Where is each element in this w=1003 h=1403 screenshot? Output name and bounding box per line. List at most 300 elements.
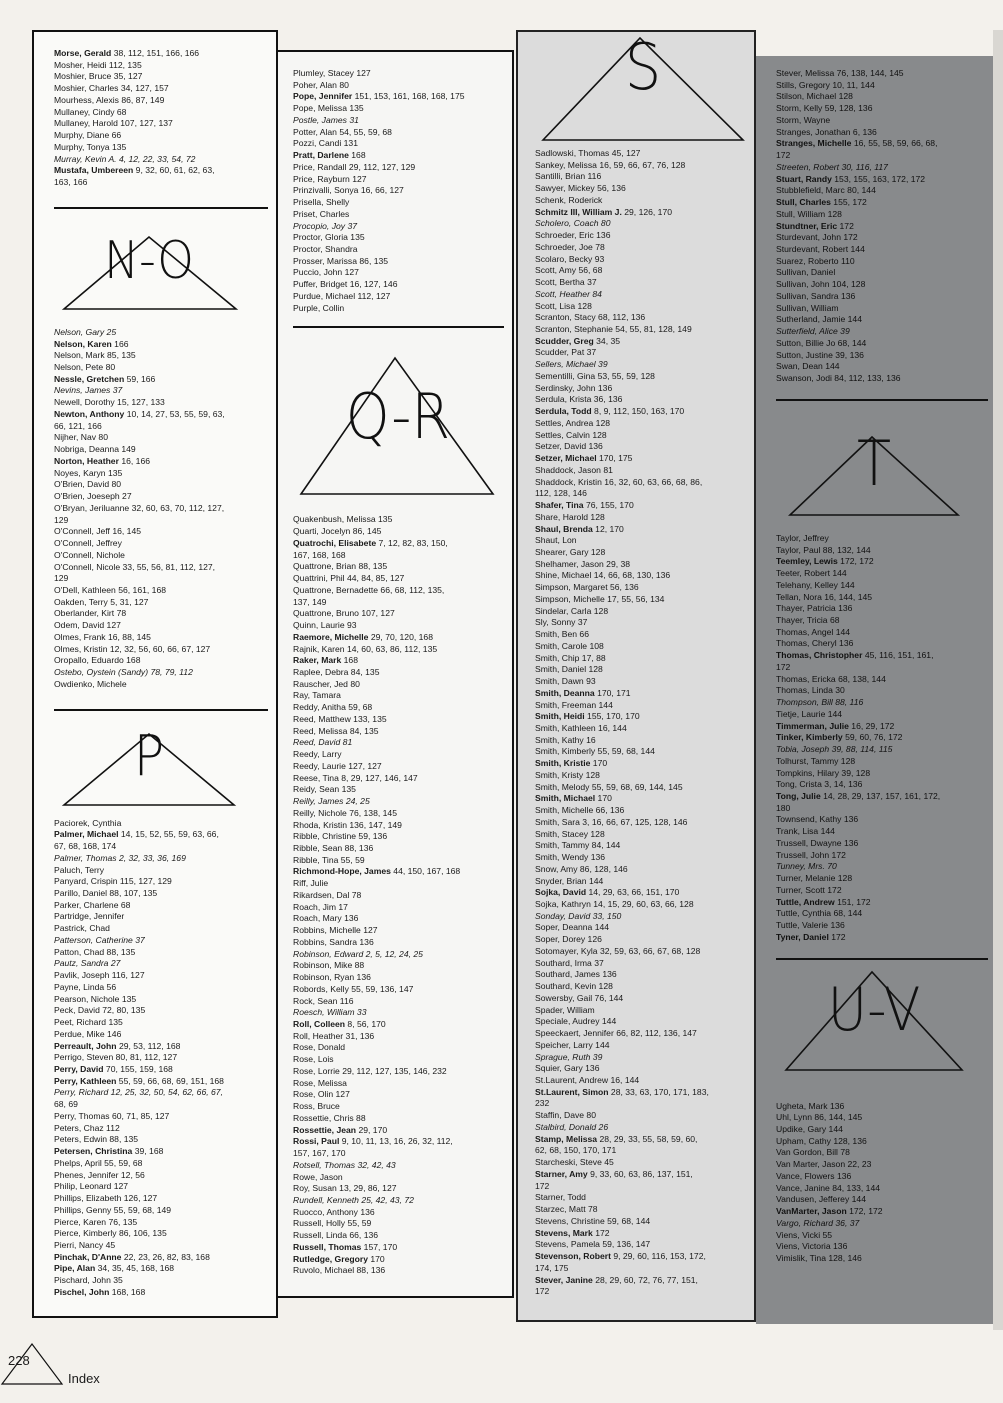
index-entry: [776, 1206, 988, 1218]
index-entry: [776, 232, 988, 244]
index-entry: [776, 779, 988, 791]
index-entry: [54, 597, 268, 609]
index-entry: [776, 303, 988, 315]
index-entry: [54, 865, 268, 877]
index-entry-text: Tong, Crista 3, 14, 136: [776, 779, 863, 790]
index-entry: [54, 667, 268, 679]
index-entry-text: Sturdevant, John 172: [776, 232, 858, 243]
index-entry: [54, 1263, 268, 1275]
index-entry-text: Stilson, Michael 128: [776, 91, 853, 102]
index-entry-text: Robinson, Edward 2, 5, 12, 24, 25: [293, 948, 423, 959]
index-entry: [535, 934, 748, 946]
index-entry: [776, 68, 988, 80]
index-entry-pages: 170: [590, 758, 608, 769]
index-entry: [54, 385, 268, 397]
index-entry-text: Reilly, Nichole 76, 138, 145: [293, 807, 397, 818]
index-entry: [776, 138, 988, 150]
index-entry-text: Soper, Dorey 126: [535, 934, 602, 945]
index-entry: [54, 468, 268, 480]
index-entry: [54, 573, 268, 585]
index-entry-text: 129: [54, 573, 69, 584]
index-entry: [535, 547, 748, 559]
index-entry: [293, 91, 504, 103]
index-entry-text: Pierce, Karen 76, 135: [54, 1216, 138, 1227]
index-entry-pages: 55, 59, 66, 68, 69, 151, 168: [116, 1075, 224, 1086]
index-entry-text: Smith, Kathy 16: [535, 734, 596, 745]
index-entry-text: Plumley, Stacey 127: [293, 68, 371, 78]
index-entry: [293, 784, 504, 796]
index-entry: [293, 585, 504, 597]
index-entry-text: Rotsell, Thomas 32, 42, 43: [293, 1159, 396, 1170]
index-entry-text: O'Dell, Kathleen 56, 161, 168: [54, 584, 167, 595]
index-entry: [535, 876, 748, 888]
section-divider-rule: [54, 709, 268, 711]
index-entry-text: Scolaro, Becky 93: [535, 253, 605, 264]
index-entry-text: Stills, Gregory 10, 11, 144: [776, 79, 875, 90]
index-entry-text: Robords, Kelly 55, 59, 136, 147: [293, 983, 414, 994]
index-entry-name-bold: Mustafa, Umbereen: [54, 165, 134, 176]
index-entry: [776, 373, 988, 385]
index-entry-text: Quarti, Jocelyn 86, 145: [293, 526, 382, 537]
index-entry-pages: 38, 112, 151, 166, 166: [111, 48, 200, 58]
index-entry: [54, 1005, 268, 1017]
index-entry-text: Stevens, Christine 59, 68, 144: [535, 1215, 651, 1226]
index-entry-text: Staffin, Dave 80: [535, 1110, 596, 1121]
index-entry-text: Sullivan, Daniel: [776, 267, 836, 278]
index-entry-pages: 14, 29, 63, 66, 151, 170: [586, 887, 680, 898]
index-entry-text: Smith, Kathleen 16, 144: [535, 722, 627, 733]
index-entry: [293, 644, 504, 656]
index-entry-text: 129: [54, 514, 69, 525]
index-entry: [535, 524, 748, 536]
index-entry-text: Southard, James 136: [535, 969, 617, 980]
index-entry-text: Paluch, Terry: [54, 864, 104, 875]
index-entry: [535, 653, 748, 665]
index-entry: [535, 1275, 748, 1287]
index-entry-text: Streeten, Robert 30, 116, 117: [776, 161, 888, 172]
index-entry-text: Russell, Linda 66, 136: [293, 1230, 379, 1241]
index-entry: [535, 782, 748, 794]
index-entry-name-bold: Shafer, Tina: [535, 500, 584, 511]
index-entry: [535, 1204, 748, 1216]
index-entry-text: Speeckaert, Jennifer 66, 82, 112, 136, 147: [535, 1028, 697, 1039]
index-entry-text: Ruocco, Anthony 136: [293, 1206, 375, 1217]
index-entry: [54, 60, 268, 72]
index-entry: [776, 861, 988, 873]
index-entry: [54, 154, 268, 166]
index-entry-text: Soper, Deanna 144: [535, 922, 610, 933]
index-entry: [293, 1242, 504, 1254]
index-entry-pages: 59, 60, 76, 172: [842, 732, 903, 743]
index-entry-text: Settles, Calvin 128: [535, 429, 607, 440]
index-entry-text: Viens, Victoria 136: [776, 1241, 848, 1252]
index-entry: [535, 700, 748, 712]
index-entry: [776, 932, 988, 944]
index-entry: [293, 597, 504, 609]
index-entry: [54, 1064, 268, 1076]
index-entry-text: Telehany, Kelley 144: [776, 579, 855, 590]
section-letter-label: S: [624, 31, 662, 105]
index-entry-text: Turner, Scott 172: [776, 884, 842, 895]
index-entry-text: Noyes, Karyn 135: [54, 467, 123, 478]
index-entry: [535, 254, 748, 266]
index-entry-text: Smith, Ben 66: [535, 629, 589, 640]
index-entry-text: 167, 168, 168: [293, 549, 346, 560]
index-entry-text: Sonday, David 33, 150: [535, 910, 622, 921]
index-entry: [535, 1016, 748, 1028]
index-entry-text: Shine, Michael 14, 66, 68, 130, 136: [535, 570, 671, 581]
index-entry: [54, 350, 268, 362]
section-letter-label: T: [856, 426, 892, 500]
index-entry-text: Pavlik, Joseph 116, 127: [54, 970, 145, 981]
index-entry-text: Priset, Charles: [293, 208, 350, 219]
index-entry-text: Serdinsky, John 136: [535, 382, 613, 393]
index-entry-name-bold: Stundtner, Eric: [776, 220, 838, 231]
index-entry-text: O'Connell, Nicole 33, 55, 56, 81, 112, 127,: [54, 561, 216, 572]
index-entry: [293, 256, 504, 268]
index-entry-text: Rose, Lorrie 29, 112, 127, 135, 146, 232: [293, 1065, 447, 1076]
index-entry: [776, 150, 988, 162]
index-entry-text: Proctor, Shandra: [293, 244, 358, 255]
index-entry-text: Sutton, Justine 39, 136: [776, 349, 864, 360]
index-entry: [535, 746, 748, 758]
index-entry-text: Southard, Irma 37: [535, 957, 604, 968]
index-entry: [776, 615, 988, 627]
index-entry-text: Teeter, Robert 144: [776, 568, 847, 579]
index-entry: [776, 221, 988, 233]
index-entry-text: Murphy, Tonya 135: [54, 141, 127, 152]
index-entry: [54, 374, 268, 386]
index-entry: [54, 339, 268, 351]
index-entry: [293, 1078, 504, 1090]
index-entry: [535, 887, 748, 899]
index-entry-text: Scott, Bertha 37: [535, 277, 597, 288]
index-entry-name-bold: Starner, Amy: [535, 1168, 588, 1179]
index-entry-text: Pautz, Sandra 27: [54, 958, 121, 969]
index-entry-text: Smith, Tammy 84, 144: [535, 840, 621, 851]
index-entry: [54, 958, 268, 970]
index-entry-text: Rikardsen, Dal 78: [293, 889, 362, 900]
index-entry-text: Rose, Melissa: [293, 1077, 347, 1088]
index-entry: [776, 674, 988, 686]
index-entry: [776, 826, 988, 838]
index-entry: [535, 183, 748, 195]
index-entry-text: Scott, Lisa 128: [535, 300, 592, 311]
index-entry-text: Reese, Tina 8, 29, 127, 146, 147: [293, 772, 418, 783]
index-entry-name-bold: Pinchak, D'Anne: [54, 1251, 122, 1262]
index-entry: [54, 1228, 268, 1240]
index-entry-text: Oropallo, Eduardo 168: [54, 655, 141, 666]
index-entry-name-bold: Smith, Kristie: [535, 758, 591, 769]
index-column-4: [756, 56, 994, 1324]
index-entry: [293, 1172, 504, 1184]
index-entry-text: Quattrone, Bernadette 66, 68, 112, 135,: [293, 584, 445, 595]
index-entry: [535, 171, 748, 183]
index-entry-text: Patton, Chad 88, 135: [54, 946, 136, 957]
index-entry: [535, 394, 748, 406]
index-entry-text: Scranton, Stephanie 54, 55, 81, 128, 149: [535, 324, 692, 335]
index-entry-list: [54, 818, 268, 1299]
index-entry-text: Paciorek, Cynthia: [54, 817, 122, 828]
index-entry: [535, 570, 748, 582]
index-entry-name-bold: Perreault, John: [54, 1040, 117, 1051]
index-entry: [776, 361, 988, 373]
index-entry-text: Stranges, Jonathan 6, 136: [776, 126, 877, 137]
index-entry-text: Reddy, Anitha 59, 68: [293, 702, 373, 713]
index-entry: [54, 550, 268, 562]
index-entry-pages: 28, 29, 60, 72, 76, 77, 151,: [592, 1274, 698, 1285]
index-entry-text: Vance, Flowers 136: [776, 1170, 852, 1181]
index-entry-pages: 151, 153, 161, 168, 168, 175: [352, 91, 465, 102]
index-entry-text: Peters, Edwin 88, 135: [54, 1134, 139, 1145]
index-entry-pages: 153, 155, 163, 172, 172: [831, 173, 926, 184]
index-entry-text: Smith, Freeman 144: [535, 699, 613, 710]
index-entry: [776, 1230, 988, 1242]
index-entry: [54, 526, 268, 538]
index-entry: [535, 688, 748, 700]
index-entry-text: Snow, Amy 86, 128, 146: [535, 863, 628, 874]
index-entry-text: Sutterfield, Alice 39: [776, 326, 850, 337]
index-entry: [54, 491, 268, 503]
index-entry-name-bold: Stevens, Mark: [535, 1227, 593, 1238]
index-entry-text: Sprague, Ruth 39: [535, 1051, 603, 1062]
index-entry: [293, 1195, 504, 1207]
index-entry-text: Vimislik, Tina 128, 146: [776, 1253, 862, 1264]
index-entry: [776, 744, 988, 756]
index-entry-text: Sadlowski, Thomas 45, 127: [535, 148, 641, 158]
index-entry: [293, 1066, 504, 1078]
index-entry-name-bold: Scudder, Greg: [535, 335, 594, 346]
index-entry-pages: 155, 170, 170: [584, 711, 640, 722]
index-entry-text: Riff, Julie: [293, 878, 329, 889]
index-entry-text: Sojka, Kathryn 14, 15, 29, 60, 63, 66, 128: [535, 899, 694, 909]
index-entry: [293, 1136, 504, 1148]
index-entry: [535, 1251, 748, 1263]
index-entry: [776, 920, 988, 932]
index-entry: [293, 1007, 504, 1019]
index-entry-name-bold: Pratt, Darlene: [293, 150, 349, 161]
index-entry-text: Ribble, Christine 59, 136: [293, 831, 388, 842]
index-entry-text: Russell, Holly 55, 59: [293, 1218, 372, 1229]
index-entry: [535, 336, 748, 348]
index-entry-text: Perrigo, Steven 80, 81, 112, 127: [54, 1052, 178, 1063]
index-entry-text: Robbins, Sandra 136: [293, 936, 374, 947]
index-entry: [293, 1042, 504, 1054]
index-entry: [54, 421, 268, 433]
index-entry-text: Pearson, Nichole 135: [54, 993, 137, 1004]
index-entry-pages: 151, 172: [834, 896, 871, 907]
index-entry: [535, 582, 748, 594]
index-entry-text: O'Brien, Joeseph 27: [54, 491, 132, 502]
index-entry-text: O'Connell, Jeff 16, 145: [54, 526, 141, 537]
index-entry: [54, 515, 268, 527]
index-entry-list: [293, 68, 504, 314]
index-entry-pages: 7, 12, 82, 83, 150,: [376, 537, 448, 548]
index-entry: [54, 409, 268, 421]
index-entry-text: Reidy, Sean 135: [293, 784, 356, 795]
index-entry: [54, 479, 268, 491]
index-entry-pages: 29, 53, 112, 168: [116, 1040, 181, 1051]
index-entry-text: Newell, Dorothy 15, 127, 133: [54, 397, 165, 408]
index-entry-name-bold: Russell, Thomas: [293, 1241, 362, 1252]
index-entry-text: Smith, Stacey 128: [535, 828, 605, 839]
index-entry: [776, 1112, 988, 1124]
index-entry-text: Oakden, Terry 5, 31, 127: [54, 596, 149, 607]
index-entry: [776, 197, 988, 209]
index-entry-name-bold: Smith, Deanna: [535, 687, 595, 698]
index-entry: [535, 1098, 748, 1110]
index-entry-text: Perdue, Mike 146: [54, 1028, 122, 1039]
index-entry-text: Snyder, Brian 144: [535, 875, 604, 886]
index-entry: [535, 218, 748, 230]
index-entry: [293, 221, 504, 233]
index-entry: [535, 371, 748, 383]
index-entry: [54, 327, 268, 339]
index-entry-name-bold: Setzer, Michael: [535, 453, 597, 464]
index-entry-text: Thomas, Linda 30: [776, 685, 845, 696]
index-entry: [54, 48, 268, 60]
index-entry-text: Vandusen, Jefferey 144: [776, 1194, 866, 1205]
index-entry: [776, 326, 988, 338]
index-entry: [776, 568, 988, 580]
index-entry-text: Roll, Heather 31, 136: [293, 1030, 375, 1041]
index-entry-text: Nijher, Nav 80: [54, 432, 108, 443]
index-entry-pages: 76, 155, 170: [583, 500, 634, 511]
index-entry: [293, 1160, 504, 1172]
index-entry-name-bold: Thomas, Christopher: [776, 650, 863, 661]
index-entry: [54, 71, 268, 83]
index-entry: [293, 232, 504, 244]
index-entry: [535, 1181, 748, 1193]
index-entry: [776, 1218, 988, 1230]
index-entry-text: Sutherland, Jamie 144: [776, 314, 862, 325]
index-entry-text: Peters, Chaz 112: [54, 1122, 120, 1133]
index-entry: [293, 185, 504, 197]
index-entry: [776, 627, 988, 639]
index-entry: [776, 291, 988, 303]
index-entry-text: Vargo, Richard 36, 37: [776, 1217, 860, 1228]
index-entry-text: O'Bryan, Jeriluanne 32, 60, 63, 70, 112, 127,: [54, 502, 225, 513]
index-entry-text: Sawyer, Mickey 56, 136: [535, 183, 626, 194]
index-entry-text: Phillips, Genny 55, 59, 68, 149: [54, 1204, 172, 1215]
index-entry-text: Price, Rayburn 127: [293, 173, 367, 184]
index-entry-text: 62, 68, 150, 170, 171: [535, 1145, 617, 1156]
index-entry-pages: 9, 32, 60, 61, 62, 63,: [133, 165, 215, 176]
index-entry: [776, 1136, 988, 1148]
index-entry: [776, 768, 988, 780]
index-entry-text: Ross, Bruce: [293, 1101, 340, 1112]
index-entry-name-bold: Smith, Heidi: [535, 711, 585, 722]
index-entry-text: Storm, Kelly 59, 128, 136: [776, 103, 873, 114]
index-entry-text: Swan, Dean 144: [776, 361, 840, 372]
index-entry: [293, 913, 504, 925]
index-entry: [535, 1087, 748, 1099]
index-entry-text: Tunney, Mrs. 70: [776, 861, 837, 872]
index-entry: [293, 714, 504, 726]
index-entry-text: 112, 128, 146: [535, 488, 587, 499]
index-entry: [54, 655, 268, 667]
index-entry-text: Pierri, Nancy 45: [54, 1240, 116, 1251]
index-entry: [54, 585, 268, 597]
index-entry: [293, 632, 504, 644]
index-entry-text: 174, 175: [535, 1262, 569, 1273]
index-entry-text: Viens, Vicki 55: [776, 1229, 833, 1240]
index-entry: [535, 1239, 748, 1251]
index-entry-name-bold: Raker, Mark: [293, 655, 342, 666]
index-entry: [54, 1170, 268, 1182]
index-entry: [535, 1040, 748, 1052]
index-entry-pages: 170, 175: [596, 453, 633, 464]
index-entry: [776, 338, 988, 350]
index-entry: [54, 935, 268, 947]
index-entry-pages: 168, 168: [109, 1286, 146, 1297]
index-entry: [54, 503, 268, 515]
index-entry: [535, 641, 748, 653]
index-entry-name-bold: Tong, Julie: [776, 790, 821, 801]
index-entry-pages: 172: [837, 220, 854, 231]
index-entry: [535, 829, 748, 841]
index-entry-list: [776, 68, 988, 385]
index-entry-text: Rossettie, Chris 88: [293, 1112, 366, 1123]
index-entry: [54, 1087, 268, 1099]
index-entry: [776, 885, 988, 897]
index-entry-text: Smith, Daniel 128: [535, 664, 603, 675]
index-entry: [535, 1169, 748, 1181]
index-entry: [535, 899, 748, 911]
index-entry-text: Schroeder, Eric 136: [535, 230, 611, 241]
index-entry-text: O'Connell, Nichole: [54, 549, 125, 560]
index-entry-text: Nevins, James 37: [54, 385, 123, 396]
index-entry: [54, 888, 268, 900]
index-entry: [293, 737, 504, 749]
index-entry-text: Prinzivalli, Sonya 16, 66, 127: [293, 185, 404, 196]
index-entry-text: Trussell, John 172: [776, 849, 846, 860]
index-column-1: [32, 30, 278, 1318]
index-entry: [776, 803, 988, 815]
index-entry: [293, 291, 504, 303]
index-entry: [293, 1089, 504, 1101]
section-divider-rule: [293, 326, 504, 328]
index-entry: [776, 1147, 988, 1159]
index-entry-text: Puffer, Bridget 16, 127, 146: [293, 279, 398, 290]
index-entry-name-bold: Perry, Kathleen: [54, 1075, 117, 1086]
index-entry: [535, 148, 748, 160]
index-entry: [54, 1111, 268, 1123]
index-entry: [293, 68, 504, 80]
index-entry-text: Vance, Janine 84, 133, 144: [776, 1182, 881, 1193]
index-entry-text: Thomas, Ericka 68, 138, 144: [776, 673, 886, 684]
index-entry: [776, 80, 988, 92]
index-entry: [776, 908, 988, 920]
index-entry: [776, 650, 988, 662]
index-entry-text: Parillo, Daniel 88, 107, 135: [54, 887, 158, 898]
index-entry: [535, 1286, 748, 1298]
index-entry-text: Stevens, Pamela 59, 136, 147: [535, 1239, 651, 1250]
index-entry: [776, 1194, 988, 1206]
index-entry-text: Phenes, Jennifer 12, 56: [54, 1169, 145, 1180]
index-entry: [54, 397, 268, 409]
index-entry-text: Smith, Melody 55, 59, 68, 69, 144, 145: [535, 781, 683, 792]
index-entry: [54, 1146, 268, 1158]
index-entry: [293, 890, 504, 902]
index-entry-name-bold: Newton, Anthony: [54, 408, 125, 419]
index-entry-text: Nobriga, Deanna 149: [54, 444, 136, 455]
index-entry-text: Nelson, Mark 85, 135: [54, 350, 136, 361]
index-entry-text: 163, 166: [54, 177, 88, 188]
index-entry-text: Roesch, William 33: [293, 1007, 367, 1018]
index-entry-text: Prosser, Marissa 86, 135: [293, 255, 389, 266]
section-letter-label: U-V: [827, 974, 921, 1045]
